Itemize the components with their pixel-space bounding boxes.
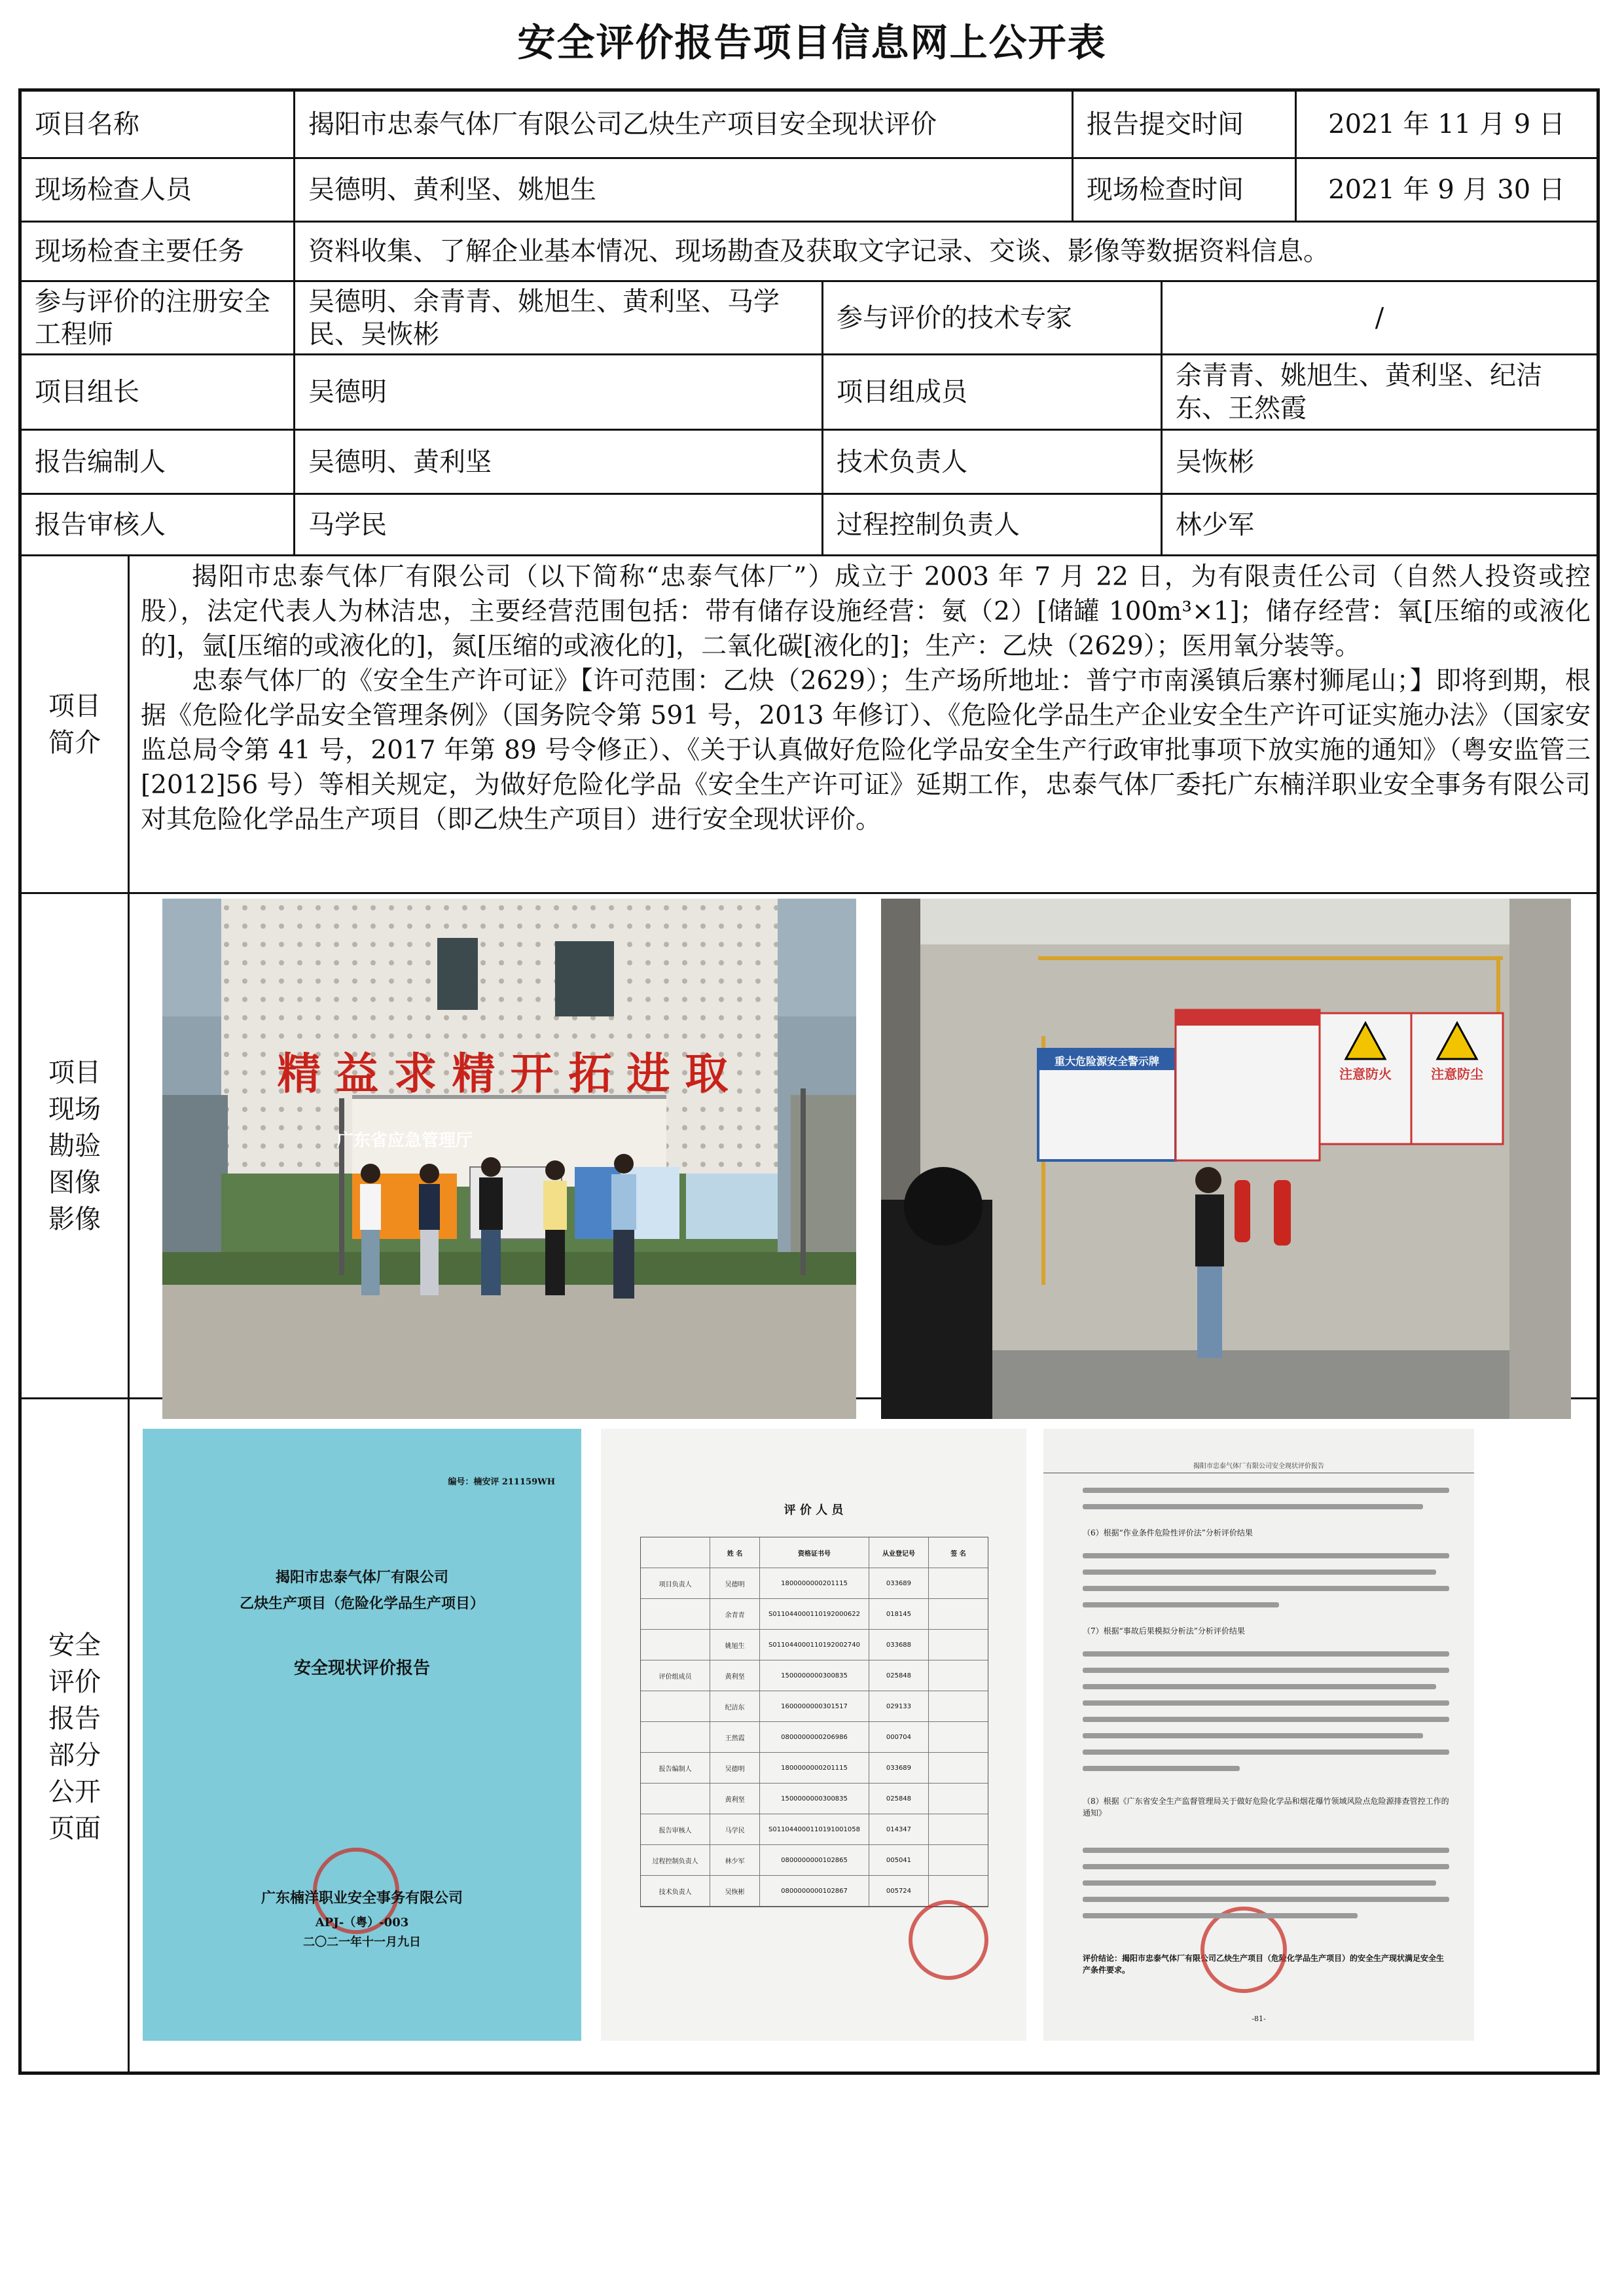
label-compiler: 报告编制人 [35,446,166,477]
staff-table-row [641,1599,988,1630]
warn-fire: 注意防火 [1339,1066,1392,1082]
conclusion-item6: （6）根据“作业条件危险性评价法”分析评价结果 [1083,1528,1253,1537]
staff-table-row [641,1814,988,1845]
label-report-pages [22,1399,128,2075]
staff-cell: 033689 [869,1568,929,1598]
staff-cell [929,1753,988,1783]
staff-cell: 0800000000102867 [760,1876,869,1906]
banner-slogan: 精 益 求 精 开 拓 进 取 [277,1049,729,1099]
staff-cell: 黄利坚 [710,1660,760,1691]
tech-lead-value: 吴恢彬 [1176,446,1254,477]
engineers-value: 吴德明、余青青、姚旭生、黄利坚、马学民、吴恢彬 [308,286,780,350]
conclusion-item7: （7）根据“事故后果模拟分析法”分析评价结果 [1083,1626,1245,1636]
staff-table-row [641,1784,988,1814]
staff-cell: 技术负责人 [641,1876,710,1906]
staff-cell: 余青青 [710,1599,760,1629]
text-line [1083,1684,1436,1689]
label-experts: 参与评价的技术专家 [837,302,1072,333]
staff-header-cell [641,1537,710,1568]
text-line [1083,1717,1449,1722]
staff-cell [929,1845,988,1875]
staff-cell: 吴德明 [710,1568,760,1598]
report-cover-page [143,1429,581,2041]
text-line [1083,1749,1449,1755]
staff-cell: 029133 [869,1691,929,1721]
text-line [1083,1586,1449,1591]
staff-cell: 姚旭生 [710,1630,760,1660]
report-conclusion-page [1043,1429,1474,2041]
staff-table-row [641,1660,988,1691]
staff-cell: 马学民 [710,1814,760,1844]
staff-cell [929,1630,988,1660]
label-inspect-time: 现场检查时间 [1087,175,1244,205]
staff-cell: 黄利坚 [710,1784,760,1814]
staff-title: 评 价 人 员 [784,1503,844,1517]
staff-table-header [641,1537,988,1568]
staff-cell: 王然霞 [710,1722,760,1752]
staff-cell: 吴恢彬 [710,1876,760,1906]
text-line [1083,1864,1449,1869]
label-reviewer: 报告审核人 [35,509,166,540]
staff-table [640,1537,988,1907]
label-project-intro [22,556,128,892]
staff-cell [929,1691,988,1721]
staff-cell: 1800000000201115 [760,1753,869,1783]
text-line [1083,1602,1279,1607]
staff-cell: 1500000000300835 [760,1784,869,1814]
label-process: 过程控制负责人 [837,509,1020,540]
staff-stamp [909,1900,988,1980]
text-line [1083,1848,1449,1853]
staff-cell [641,1599,710,1629]
label-project-name: 项目名称 [35,109,139,139]
row-divider [22,554,1597,556]
staff-cell [929,1722,988,1752]
staff-cell: 025848 [869,1784,929,1814]
staff-header-cell: 姓 名 [710,1537,760,1568]
conclusion-header: 揭阳市忠泰气体厂有限公司安全现状评价报告 [1043,1460,1474,1473]
text-line [1083,1553,1449,1558]
staff-cell: 报告审核人 [641,1814,710,1844]
cover-company: 揭阳市忠泰气体厂有限公司 [275,1569,448,1586]
staff-table-row [641,1630,988,1660]
staff-cell [641,1784,710,1814]
warn-dust: 注意防尘 [1431,1066,1483,1082]
intro-paragraph-2: 忠泰气体厂的《安全生产许可证》【许可范围：乙炔（2629）；生产场所地址：普宁市南溪镇后寨村狮尾山；】即将到期，根据《危险化学品安全管理条例》（国务院令第 591 号，2013 年修订）、《危险化学品生产企业安全生产许可证实施办法》（国家安监总局令第 41 号，2017 年第 89 号令修正）、《关于认真做好危险化学品安全生产行政审批事项下放实施的通知》（粤安监管三[2012]56 号）等相关规定，为做好危险化学品《安全生产许可证》延期工作，忠泰气体厂委托广东楠洋职业安全事务有限公司对其危险化学品生产项目（即乙炔生产项目）进行安全现状评价。 [141,666,1591,834]
staff-cell [929,1660,988,1691]
staff-cell: 报告编制人 [641,1753,710,1783]
cover-agency: 广东楠洋职业安全事务有限公司 [261,1890,463,1907]
text-line [1083,1651,1449,1657]
text-line [1083,1700,1449,1706]
col-divider [128,554,130,2075]
board-title: 广东省应急管理厅 [336,1131,473,1151]
cover-number: 编号：楠安评 211159WH [448,1477,555,1487]
staff-cell: 1500000000300835 [760,1660,869,1691]
staff-cell: 1600000000301517 [760,1691,869,1721]
staff-cell: 005041 [869,1845,929,1875]
sign-title: 重大危险源安全警示牌 [1054,1055,1160,1067]
label-tech-lead: 技术负责人 [837,446,967,477]
staff-cell: 014347 [869,1814,929,1844]
text-line [1083,1488,1449,1493]
staff-cell: 纪洁东 [710,1691,760,1721]
submit-date-value: 2021 年 11 月 9 日 [1328,109,1565,139]
experts-value: / [1375,302,1384,333]
conclusion-item8: （8）根据《广东省安全生产监督管理局关于做好危险化学品和烟花爆竹领域风险点危险源排查管控工作的通知》 [1083,1797,1449,1818]
label-site-photos [22,894,128,1397]
staff-header-cell: 资格证书号 [760,1537,869,1568]
staff-cell: 林少军 [710,1845,760,1875]
staff-cell: 评价组成员 [641,1660,710,1691]
report-staff-page [601,1429,1026,2041]
conclusion-final: 评价结论：揭阳市忠泰气体厂有限公司乙炔生产项目（危险化学品生产项目）的安全生产现状满足安全生产条件要求。 [1083,1954,1445,1975]
compiler-value: 吴德明、黄利坚 [308,446,492,477]
staff-table-row [641,1691,988,1722]
staff-cell: 0800000000206986 [760,1722,869,1752]
main-task-value: 资料收集、了解企业基本情况、现场勘查及获取文字记录、交谈、影像等数据资料信息。 [308,236,1329,266]
staff-cell: 1800000000201115 [760,1568,869,1598]
cover-report-title: 安全现状评价报告 [293,1659,430,1678]
inspectors-value: 吴德明、黄利坚、姚旭生 [308,175,596,205]
staff-cell: S011044000110192000622 [760,1599,869,1629]
report-pages-text: 安全评价报告部分公开页面 [48,1630,101,1844]
staff-cell: S011044000110192002740 [760,1630,869,1660]
staff-table-row [641,1753,988,1784]
intro-paragraph-1: 揭阳市忠泰气体厂有限公司（以下简称“忠泰气体厂”）成立于 2003 年 7 月 22 日，为有限责任公司（自然人投资或控股），法定代表人为林洁忠，主要经营范围包括：带有储存设施经营：氨（2）[储罐 100m³×1]；储存经营：氧[压缩的或液化的]，氩[压缩的或液化的]，氮[压缩的或液化的]，二氧化碳[液化的]；生产：乙炔（2629）；医用氧分装等。 [141,562,1591,661]
label-inspectors: 现场检查人员 [35,175,192,205]
staff-cell: 033689 [869,1753,929,1783]
staff-cell: 0800000000102865 [760,1845,869,1875]
conclusion-page-number: -81- [1252,2015,1266,2023]
text-line [1083,1880,1436,1886]
process-value: 林少军 [1176,509,1254,540]
leader-value: 吴德明 [308,377,387,407]
staff-cell [641,1722,710,1752]
label-main-task: 现场检查主要任务 [35,236,244,266]
project-name-value: 揭阳市忠泰气体厂有限公司乙炔生产项目安全现状评价 [308,109,937,139]
label-engineers: 参与评价的注册安全工程师 [35,286,270,350]
text-line [1083,1897,1449,1902]
staff-cell [929,1599,988,1629]
text-line [1083,1570,1436,1575]
label-leader: 项目组长 [35,377,139,407]
staff-cell: 025848 [869,1660,929,1691]
conclusion-stamp [1200,1907,1287,1993]
staff-cell: 000704 [869,1722,929,1752]
text-line [1083,1504,1423,1509]
project-intro-text: 项目简介 [48,691,101,758]
staff-cell: S011044000110191001058 [760,1814,869,1844]
staff-cell: 过程控制负责人 [641,1845,710,1875]
text-line [1083,1913,1358,1918]
staff-table-row [641,1845,988,1876]
staff-cell [929,1568,988,1598]
staff-cell [929,1784,988,1814]
label-members: 项目组成员 [837,377,967,407]
staff-cell: 033688 [869,1630,929,1660]
members-value: 余青青、姚旭生、黄利坚、纪洁东、王然霞 [1176,361,1542,423]
staff-cell [929,1814,988,1844]
reviewer-value: 马学民 [308,509,387,540]
staff-cell: 005724 [869,1876,929,1906]
cover-cert: APJ-（粤）-003 [315,1916,409,1929]
site-photos-text: 项目现场勘验图像影像 [48,1057,101,1234]
page-title: 安全评价报告项目信息网上公开表 [517,20,1107,65]
staff-table-row [641,1722,988,1753]
row-divider [22,892,1597,894]
staff-header-cell: 从业登记号 [869,1537,929,1568]
site-photo-team-graphic [162,899,856,1419]
text-line [1083,1733,1423,1738]
staff-cell [641,1691,710,1721]
staff-table-row [641,1568,988,1599]
cover-date: 二〇二一年十一月九日 [303,1935,421,1949]
inspect-date-value: 2021 年 9 月 30 日 [1328,175,1565,205]
staff-cell: 项目负责人 [641,1568,710,1598]
site-photo-team [162,899,856,1419]
site-photo-signs [881,899,1571,1419]
staff-cell [641,1630,710,1660]
project-intro-body [141,560,1591,887]
staff-cell: 018145 [869,1599,929,1629]
cover-project: 乙炔生产项目（危险化学品生产项目） [239,1595,484,1612]
staff-header-cell: 签 名 [950,1550,966,1558]
label-submit-time: 报告提交时间 [1087,109,1244,139]
staff-cell: 吴德明 [710,1753,760,1783]
site-photo-signs-graphic [881,899,1571,1419]
text-line [1083,1668,1449,1673]
text-line [1083,1766,1240,1771]
